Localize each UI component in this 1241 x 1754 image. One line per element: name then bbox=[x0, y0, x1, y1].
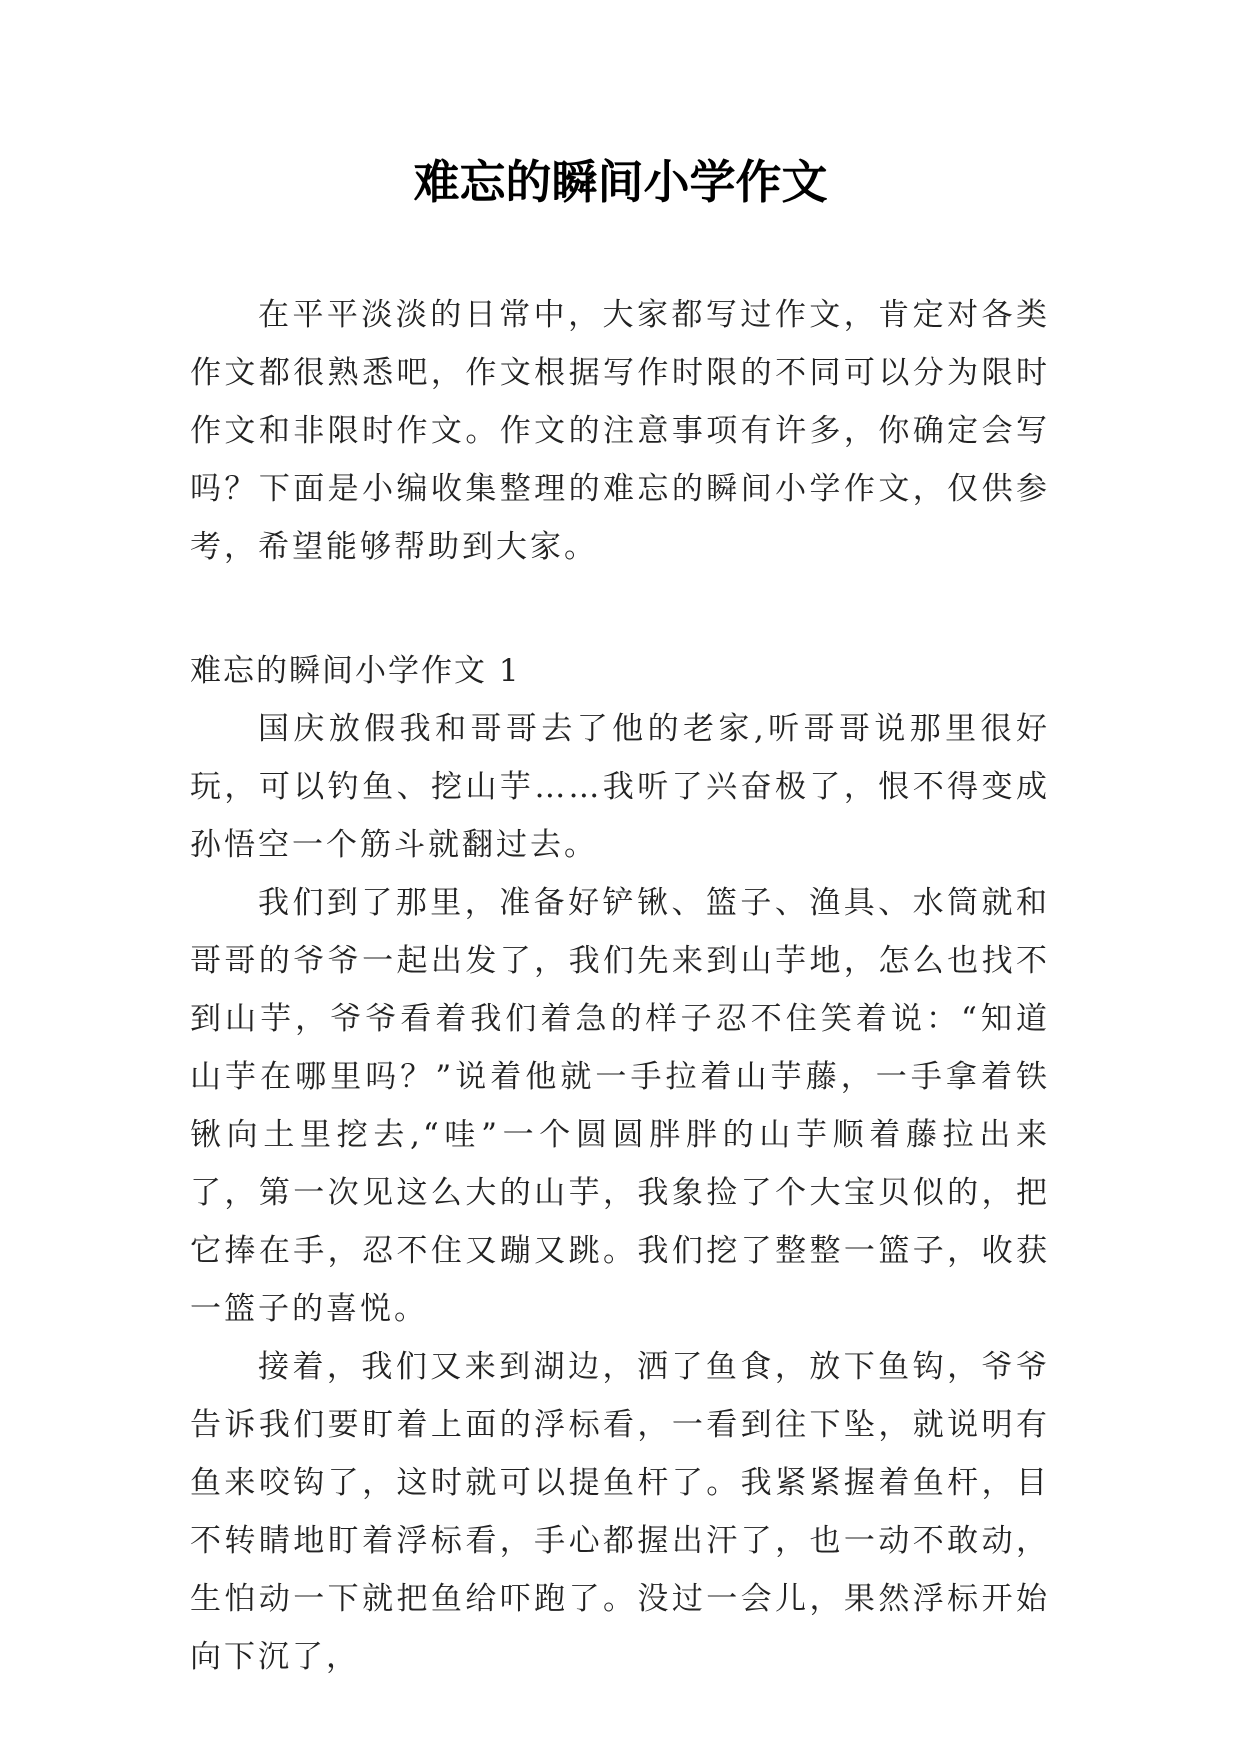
essay-section bbox=[190, 642, 1050, 1686]
document-title: 难忘的瞬间小学作文 bbox=[413, 155, 828, 209]
essay-paragraph-1: 国庆放假我和哥哥去了他的老家,听哥哥说那里很好玩，可以钓鱼、挖山芋……我听了兴奋极了，恨不得变成孙悟空一个筋斗就翻过去。 bbox=[190, 711, 1050, 863]
intro-paragraph: 在平平淡淡的日常中，大家都写过作文，肯定对各类作文都很熟悉吧，作文根据写作时限的不同可以分为限时作文和非限时作文。作文的注意事项有许多，你确定会写吗？下面是小编收集整理的难忘的瞬间小学作文，仅供参考，希望能够帮助到大家。 bbox=[190, 297, 1050, 565]
essay-paragraph-2: 我们到了那里，准备好铲锹、篮子、渔具、水筒就和哥哥的爷爷一起出发了，我们先来到山芋地，怎么也找不到山芋，爷爷看着我们着急的样子忍不住笑着说：“知道山芋在哪里吗？”说着他就一手拉着山芋藤，一手拿着铁锹向土里挖去,“哇”一个圆圆胖胖的山芋顺着藤拉出来了，第一次见这么大的山芋，我象捡了个大宝贝似的，把它捧在手，忍不住又蹦又跳。我们挖了整整一篮子，收获一篮子的喜悦。 bbox=[190, 885, 1050, 1327]
section-heading: 难忘的瞬间小学作文 1 bbox=[190, 653, 521, 689]
intro-section bbox=[190, 286, 1050, 576]
essay-paragraph-3: 接着，我们又来到湖边，洒了鱼食，放下鱼钩，爷爷告诉我们要盯着上面的浮标看，一看到往下坠，就说明有鱼来咬钩了，这时就可以提鱼杆了。我紧紧握着鱼杆，目不转睛地盯着浮标看，手心都握出汗了，也一动不敢动，生怕动一下就把鱼给吓跑了。没过一会儿，果然浮标开始向下沉了， bbox=[190, 1349, 1050, 1675]
